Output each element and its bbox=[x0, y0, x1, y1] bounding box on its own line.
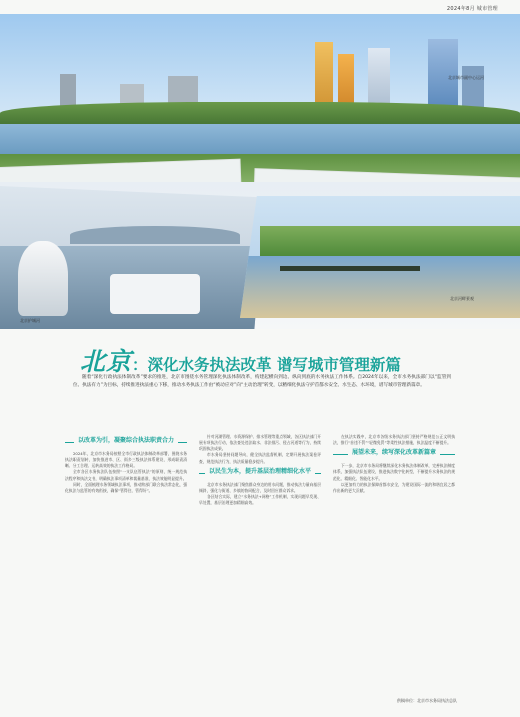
caption-bottom-left: 北京护城河 bbox=[20, 318, 40, 323]
header-label: 2024年8月 城市管理 bbox=[446, 6, 498, 12]
body-paragraph: 针对河湖管理、水资源保护、排水管理等重点领域，各区执法部门开展专项执法行动，依法查处违法取水、非法排污、侵占河道等行为，持续巩固执法成果。 bbox=[199, 434, 321, 452]
section-heading: 以改革为引，凝聚综合执法职责合力 bbox=[74, 437, 178, 445]
lede-paragraph: 随着“深化行政执法体制改革”要求的推进，北京市围绕水务管理深化执法体制改革，构建起横向到边、纵向到底的水务执法工作体系。自2024年以来，全市水务执法部门以“监管到位、执法有力”为目标，持续推进执法重心下移，推动水务执法工作由“被动应对”向“主动治理”转变，以精细化执法守护首都水安全、水生态、水环境，谱写城市管理新篇章。 bbox=[73, 375, 451, 389]
headline-subtitle: 深化水务执法改革 谱写城市管理新篇 bbox=[147, 356, 401, 374]
body-paragraph: 以更加有力的执法保障首都水安全，为建设国际一流的和谐宜居之都作出新的更大贡献。 bbox=[333, 481, 455, 493]
article-column-1 bbox=[65, 434, 187, 494]
section-heading: 展望未来，续写深化改革新篇章 bbox=[348, 449, 440, 457]
snow-bridge-photo bbox=[0, 186, 265, 329]
body-paragraph: 北京市水务执法部门聚焦群众身边的用水问题，推动执法力量向基层倾斜，强化与街道、乡镇的协同配合，及时回应群众诉求。 bbox=[199, 481, 321, 493]
byline: 供稿单位：北京市水务局执法总队 bbox=[397, 698, 457, 703]
caption-bottom-right: 北京河畔景观 bbox=[450, 296, 474, 301]
section-heading-bar bbox=[333, 449, 455, 459]
riverside-photo bbox=[240, 196, 520, 318]
body-paragraph: 市水务局坚持问题导向，健全执法监督机制，定期开展执法案卷评查，规范执法行为，执法质量稳步提升。 bbox=[199, 452, 321, 464]
bridge bbox=[280, 266, 420, 271]
body-paragraph: 下一步，北京市水务局将继续深化水务执法体制改革，完善执法制度体系，加强执法队伍建设，推进执法数字化转型，不断提升水务执法的规范化、精细化、智能化水平。 bbox=[333, 463, 455, 481]
section-heading-bar bbox=[65, 437, 187, 447]
body-paragraph: 在执法实践中，北京市各级水务执法部门坚持严格规范公正文明执法，推行“首违不罚”“轻微免罚”等柔性执法措施，执法温度不断提升。 bbox=[333, 434, 455, 446]
headline-city: 北京 bbox=[80, 347, 133, 376]
headline-colon: ： bbox=[132, 356, 148, 374]
photo-collage bbox=[0, 14, 520, 329]
article-column-2 bbox=[199, 434, 321, 506]
body-paragraph: 同时，全面梳理水务领域执法事项，推动跨部门联合执法常态化，强化执法与监管的有效衔接，确保“管得住、管得好”。 bbox=[65, 481, 187, 493]
caption-top-right: 北京城市副中心运河 bbox=[448, 75, 484, 80]
article-column-3 bbox=[333, 434, 455, 494]
section-heading-bar bbox=[199, 468, 321, 478]
distant-city bbox=[70, 226, 240, 244]
article-headline bbox=[80, 342, 460, 376]
body-paragraph: 全市各区水务执法队伍按照“一支队伍管执法”的原则，统一规范执法程序和执法文书，明确执法事项清单和裁量基准，执法效能明显提升。 bbox=[65, 469, 187, 481]
body-paragraph: 2024年，北京市水务局按照全市行政执法体制改革部署，围绕水务执法职责划转，加快推进市、区、街乡三级执法体系建设，形成职责清晰、分工合理、运转高效的执法工作格局。 bbox=[65, 451, 187, 469]
stone-bridge bbox=[110, 274, 200, 314]
section-heading: 以民生为本，提升基层治理精细化水平 bbox=[205, 468, 315, 476]
tree-band bbox=[260, 226, 520, 256]
page-header bbox=[0, 0, 520, 14]
body-paragraph: 各区结合实际，建立“水务执法+网格”工作机制，实现问题早发现、早处置，基层治理更加精细高效。 bbox=[199, 494, 321, 506]
stone-lion-statue bbox=[18, 241, 68, 316]
